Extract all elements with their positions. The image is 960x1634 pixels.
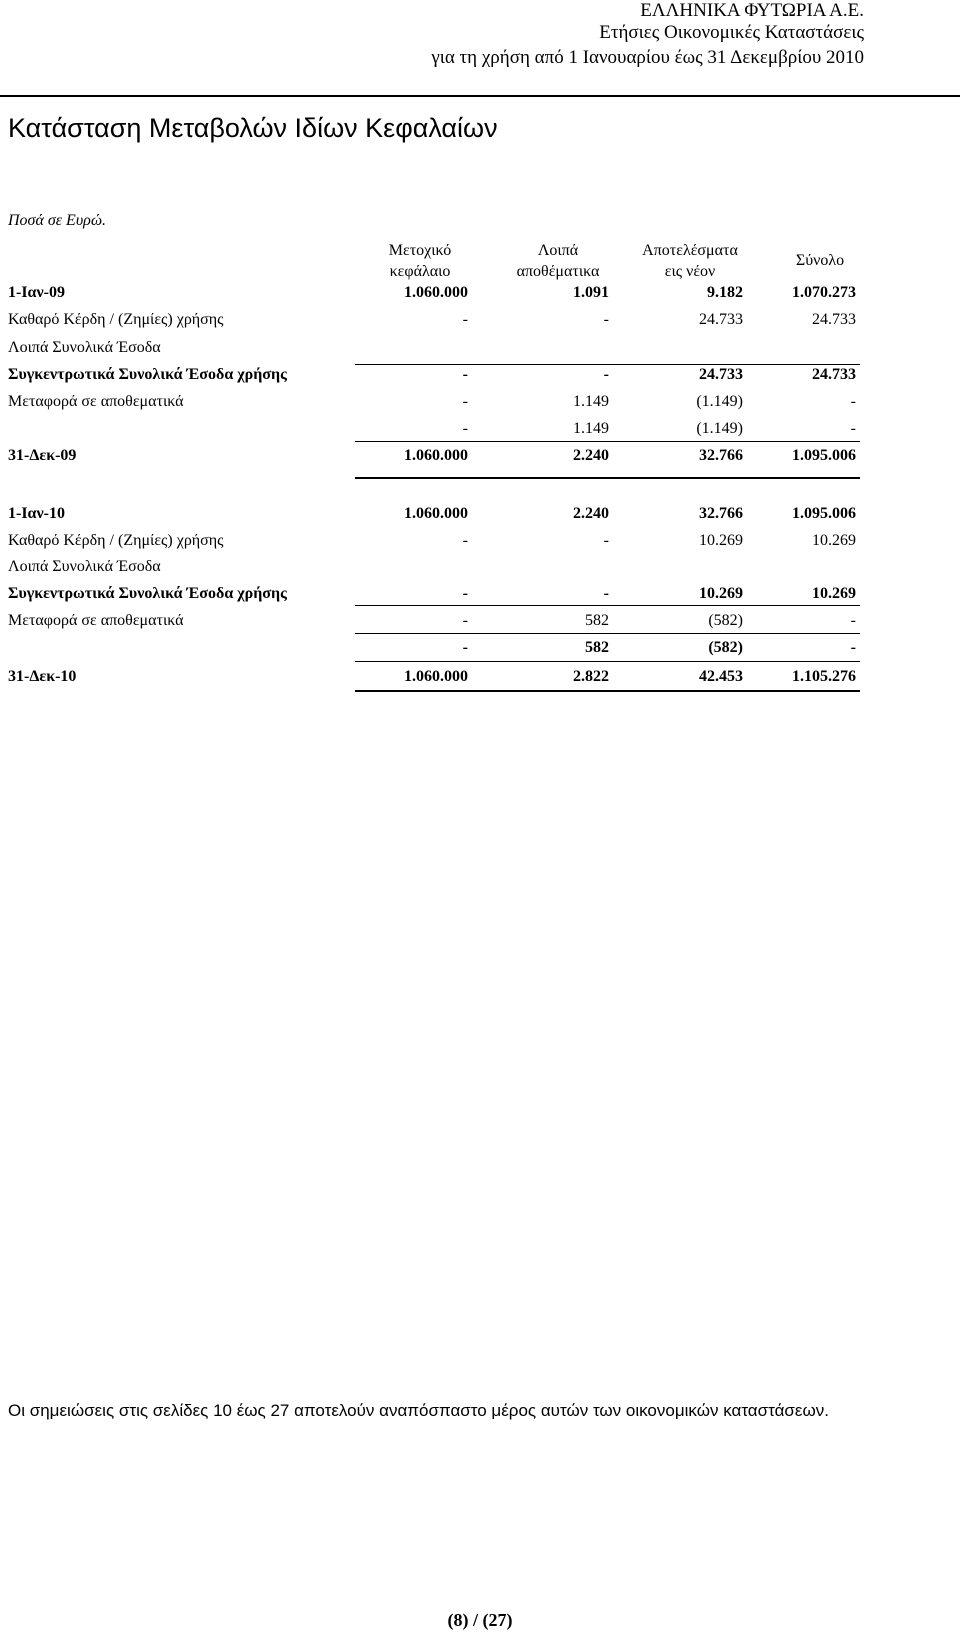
row-label: Συγκεντρωτικά Συνολικά Έσοδα χρήσης (8, 366, 287, 383)
table-row (8, 585, 960, 611)
column-header-other-reserves (493, 240, 623, 282)
row-label: Καθαρό Κέρδη / (Ζημίες) χρήσης (8, 311, 224, 328)
cell-value: - (462, 420, 468, 437)
column-header-line1: Μετοχικό (388, 242, 452, 259)
cell-value: 1.149 (573, 393, 609, 410)
cell-value: - (850, 420, 856, 437)
cell-value: 1.060.000 (404, 505, 468, 522)
cell-value: 582 (585, 612, 609, 629)
row-label: 1-Ιαν-10 (8, 505, 65, 522)
cell-value: 24.733 (699, 366, 743, 383)
cell-value: 582 (585, 639, 609, 656)
cell-value: (1.149) (696, 393, 743, 410)
page-number: (8) / (27) (447, 1610, 513, 1630)
header-divider (0, 95, 960, 97)
cell-value: 32.766 (699, 505, 743, 522)
cell-value: - (462, 532, 468, 549)
table-row (8, 532, 960, 558)
cell-value: 10.269 (699, 585, 743, 602)
row-label: Καθαρό Κέρδη / (Ζημίες) χρήσης (8, 532, 224, 549)
row-label: Λοιπά Συνολικά Έσοδα (8, 339, 161, 356)
row-label: 31-Δεκ-10 (8, 668, 77, 685)
report-period: για τη χρήση από 1 Ιανουαρίου έως 31 Δεκεμβρίου 2010 (431, 47, 864, 68)
cell-value: - (462, 585, 468, 602)
cell-value: 10.269 (812, 532, 856, 549)
page-title: Κατάσταση Μεταβολών Ιδίων Κεφαλαίων (8, 113, 498, 143)
footnote: Οι σημειώσεις στις σελίδες 10 έως 27 αποτελούν αναπόσπαστο μέρος αυτών των οικονομικών καταστάσεων. (8, 1401, 829, 1420)
cell-value: 9.182 (707, 284, 743, 301)
table-row (8, 447, 960, 473)
total-rule (355, 477, 860, 479)
cell-value: 1.091 (573, 284, 609, 301)
table-row (8, 311, 960, 337)
table-row (8, 558, 960, 584)
cell-value: 1.070.273 (792, 284, 856, 301)
cell-value: 32.766 (699, 447, 743, 464)
cell-value: (582) (708, 639, 743, 656)
cell-value: - (462, 311, 468, 328)
cell-value: 1.060.000 (404, 447, 468, 464)
report-subtitle: Ετήσιες Οικονομικές Καταστάσεις (599, 22, 864, 43)
cell-value: - (850, 612, 856, 629)
subtotal-rule (355, 661, 860, 662)
total-rule (355, 690, 860, 692)
column-header-line2: κεφάλαιο (389, 263, 451, 280)
row-label: 1-Ιαν-09 (8, 284, 65, 301)
subtotal-rule (355, 633, 860, 634)
cell-value: 1.060.000 (404, 284, 468, 301)
table-row (8, 612, 960, 638)
cell-value: 24.733 (812, 311, 856, 328)
cell-value: 24.733 (699, 311, 743, 328)
cell-value: 1.095.006 (792, 447, 856, 464)
column-header-total (770, 250, 870, 271)
subtotal-rule (355, 605, 860, 606)
cell-value: 10.269 (699, 532, 743, 549)
cell-value: 1.060.000 (404, 668, 468, 685)
column-header-share-capital (360, 240, 480, 282)
row-label: 31-Δεκ-09 (8, 447, 77, 464)
row-label: Μεταφορά σε αποθεματικά (8, 393, 184, 410)
table-row (8, 284, 960, 310)
cell-value: - (603, 585, 609, 602)
cell-value: 2.240 (573, 447, 609, 464)
amounts-note: Ποσά σε Ευρώ. (8, 212, 106, 229)
cell-value: 42.453 (699, 668, 743, 685)
cell-value: 1.095.006 (792, 505, 856, 522)
cell-value: 10.269 (812, 585, 856, 602)
cell-value: 2.822 (573, 668, 609, 685)
column-header-retained-earnings (625, 240, 755, 282)
company-name: ΕΛΛΗΝΙΚΑ ΦΥΤΩΡΙΑ Α.Ε. (640, 0, 864, 21)
cell-value: - (603, 532, 609, 549)
column-header-line1: Αποτελέσματα (642, 242, 738, 259)
cell-value: - (462, 366, 468, 383)
subtotal-rule (355, 364, 860, 365)
cell-value: 2.240 (573, 505, 609, 522)
column-header-line1: Σύνολο (795, 252, 845, 269)
cell-value: - (603, 366, 609, 383)
cell-value: 1.105.276 (792, 668, 856, 685)
table-row (8, 366, 960, 392)
cell-value: - (850, 393, 856, 410)
cell-value: 1.149 (573, 420, 609, 437)
cell-value: (1.149) (696, 420, 743, 437)
column-header-line2: αποθέματικα (516, 263, 600, 280)
row-label: Λοιπά Συνολικά Έσοδα (8, 558, 161, 575)
cell-value: 24.733 (812, 366, 856, 383)
row-label: Μεταφορά σε αποθεματικά (8, 612, 184, 629)
cell-value: - (462, 639, 468, 656)
table-row (8, 505, 960, 531)
cell-value: (582) (708, 612, 743, 629)
cell-value: - (462, 393, 468, 410)
cell-value: - (850, 639, 856, 656)
column-header-line2: εις νέον (664, 263, 716, 280)
table-row (8, 420, 960, 446)
cell-value: - (462, 612, 468, 629)
column-header-line1: Λοιπά (537, 242, 579, 259)
subtotal-rule (355, 441, 860, 442)
cell-value: - (603, 311, 609, 328)
row-label: Συγκεντρωτικά Συνολικά Έσοδα χρήσης (8, 585, 287, 602)
table-row (8, 393, 960, 419)
table-row (8, 339, 960, 365)
